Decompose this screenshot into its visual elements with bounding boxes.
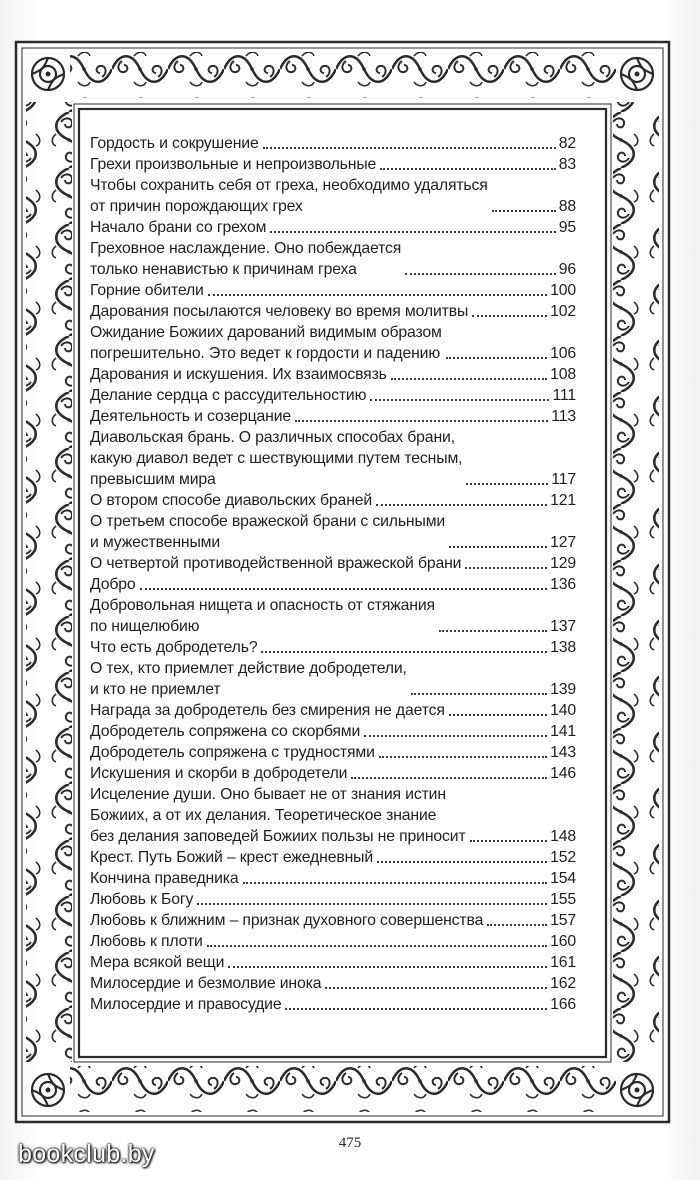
toc-entry-page: 152 — [550, 849, 576, 866]
toc-entry-title — [90, 553, 461, 574]
toc-entry-page: 162 — [550, 975, 576, 992]
toc-entry-title-line: Искушения и скорби в добродетели — [90, 765, 348, 782]
toc-entry-title-line: Греховное наслаждение. Оно побеждается — [90, 240, 402, 257]
toc-entry-title-line: от причин порождающих грех — [90, 198, 303, 215]
toc-entry-title — [90, 910, 483, 931]
toc-entry-title-line: Добро — [90, 576, 136, 593]
toc-entry-title-line: Исцеление души. Оно бывает не от знания истин — [90, 786, 446, 803]
toc-entry-title-line: какую диавол ведет с шествующими путем тесным, — [90, 450, 463, 467]
toc-entry-title-line: по нищелюбию — [90, 618, 200, 635]
toc-entry — [90, 973, 576, 994]
toc-entry-title — [90, 322, 442, 364]
toc-entry — [90, 322, 576, 364]
toc-entry — [90, 175, 576, 217]
toc-leader-dots — [376, 504, 547, 506]
toc-entry-title — [90, 511, 445, 553]
toc-entry-page: 166 — [550, 996, 576, 1013]
toc-entry — [90, 847, 576, 868]
toc-entry — [90, 994, 576, 1015]
toc-entry-title-line: Горние обители — [90, 282, 204, 299]
toc-entry-title-line: Деятельность и созерцание — [90, 408, 292, 425]
toc-entry-title-line: Кончина праведника — [90, 870, 239, 887]
toc-entry — [90, 931, 576, 952]
toc-leader-dots — [370, 399, 549, 401]
toc-entry — [90, 700, 576, 721]
toc-entry-title — [90, 154, 376, 175]
toc-entry — [90, 280, 576, 301]
toc-entry — [90, 238, 576, 280]
toc-entry-title-line: О тех, кто приемлет действие добродетели, — [90, 660, 407, 677]
toc-entry-title-line: Крест. Путь Божий – крест ежедневный — [90, 849, 374, 866]
toc-entry-page: 100 — [550, 282, 576, 299]
toc-entry-title-line: Награда за добродетель без смирения не дается — [90, 702, 445, 719]
toc-leader-dots — [446, 357, 547, 359]
toc-leader-dots — [405, 273, 556, 275]
toc-entry-title-line: и кто не приемлет — [90, 681, 221, 698]
toc-entry-title — [90, 301, 468, 322]
toc-entry-page: 161 — [550, 954, 576, 971]
toc-entry-title — [90, 406, 291, 427]
toc-entry-page: 148 — [550, 828, 576, 845]
toc-leader-dots — [391, 378, 547, 380]
toc-leader-dots — [380, 168, 556, 170]
toc-leader-dots — [270, 231, 555, 233]
toc-entry-page: 143 — [550, 744, 576, 761]
toc-entry-page: 136 — [550, 576, 576, 593]
toc-entry — [90, 784, 576, 847]
toc-entry-page: 139 — [550, 681, 576, 698]
toc-entry-title-line: Грехи произвольные и непроизвольные — [90, 156, 377, 173]
toc-entry — [90, 721, 576, 742]
toc-entry — [90, 763, 576, 784]
toc-entry-title — [90, 994, 281, 1015]
toc-entry-title — [90, 931, 203, 952]
toc-entry-title — [90, 784, 466, 847]
toc-entry-title-line: Гордость и сокрушение — [90, 135, 259, 152]
toc-entry-title — [90, 721, 360, 742]
toc-leader-dots — [208, 294, 547, 296]
toc-entry-title-line: О втором способе диавольских браней — [90, 492, 373, 509]
toc-entry-title — [90, 700, 445, 721]
toc-leader-dots — [411, 693, 547, 695]
toc-entry-title — [90, 238, 401, 280]
toc-entry-page: 111 — [552, 387, 576, 404]
toc-leader-dots — [140, 588, 548, 590]
toc-entry-page: 117 — [551, 471, 576, 488]
toc-leader-dots — [466, 483, 548, 485]
toc-entry-page: 83 — [558, 156, 576, 173]
toc-entry-title-line: Добродетель сопряжена с трудностями — [90, 744, 375, 761]
toc-entry — [90, 595, 576, 637]
toc-entry-title — [90, 175, 488, 217]
toc-entry-title — [90, 742, 375, 763]
toc-entry-title-line: Добровольная нищета и опасность от стяжания — [90, 597, 435, 614]
toc-entry — [90, 574, 576, 595]
toc-entry-title-line: Дарования и искушения. Их взаимосвязь — [90, 366, 387, 383]
toc-entry — [90, 553, 576, 574]
toc-leader-dots — [492, 210, 556, 212]
toc-leader-dots — [261, 651, 547, 653]
toc-entry-title — [90, 847, 373, 868]
toc-entry-title — [90, 427, 462, 490]
toc-entry-title-line: Мера всякой вещи — [90, 954, 225, 971]
toc-entry-title-line: Что есть добродетель? — [90, 639, 258, 656]
toc-entry — [90, 154, 576, 175]
toc-entry-title-line: Чтобы сохранить себя от греха, необходимо удаляться — [90, 177, 488, 194]
toc-entry-page: 102 — [550, 303, 576, 320]
toc-entry-page: 137 — [550, 618, 576, 635]
toc-entry-title-line: Любовь к Богу — [90, 891, 194, 908]
toc-entry-title-line: Любовь к плоти — [90, 933, 203, 950]
toc-entry — [90, 133, 576, 154]
toc-entry-page: 129 — [550, 555, 576, 572]
toc-entry-title-line: Дарования посылаются человеку во время молитвы — [90, 303, 469, 320]
toc-entry — [90, 301, 576, 322]
toc-leader-dots — [449, 714, 547, 716]
toc-leader-dots — [379, 756, 547, 758]
toc-entry-title — [90, 952, 224, 973]
toc-leader-dots — [377, 861, 547, 863]
toc-entry — [90, 868, 576, 889]
toc-leader-dots — [285, 1008, 547, 1010]
toc-leader-dots — [487, 924, 547, 926]
toc-entry-title-line: Начало брани со грехом — [90, 219, 267, 236]
toc-leader-dots — [351, 777, 547, 779]
toc-entry-page: 95 — [558, 219, 576, 236]
watermark-text: bookclub.by — [18, 1140, 155, 1168]
toc-entry-title — [90, 637, 257, 658]
toc-entry-page: 82 — [558, 135, 576, 152]
toc-entry-page: 155 — [550, 891, 576, 908]
toc-entry — [90, 658, 576, 700]
toc-entry-page: 157 — [550, 912, 576, 929]
toc-entry-page: 138 — [550, 639, 576, 656]
toc-entry-title — [90, 763, 347, 784]
toc-entry-page: 88 — [558, 198, 576, 215]
toc-leader-dots — [207, 945, 547, 947]
table-of-contents — [90, 133, 576, 1015]
toc-entry — [90, 406, 576, 427]
toc-entry-page: 141 — [550, 723, 576, 740]
toc-leader-dots — [228, 966, 547, 968]
toc-entry — [90, 889, 576, 910]
toc-entry-title-line: превысшим мира — [90, 471, 216, 488]
toc-entry-title — [90, 385, 366, 406]
toc-leader-dots — [472, 315, 547, 317]
toc-entry-title — [90, 658, 407, 700]
toc-entry-title-line: и мужественными — [90, 534, 221, 551]
toc-entry-page: 113 — [551, 408, 576, 425]
toc-entry-page: 154 — [550, 870, 576, 887]
toc-entry-page: 160 — [550, 933, 576, 950]
toc-leader-dots — [449, 546, 547, 548]
toc-entry — [90, 910, 576, 931]
toc-leader-dots — [465, 567, 547, 569]
toc-entry-title-line: О четвертой противодейственной вражеской брани — [90, 555, 462, 572]
toc-leader-dots — [325, 987, 547, 989]
toc-entry — [90, 385, 576, 406]
toc-entry — [90, 511, 576, 553]
toc-entry-page: 140 — [550, 702, 576, 719]
toc-entry-title — [90, 889, 193, 910]
toc-entry-title-line: погрешительно. Это ведет к гордости и падению — [90, 345, 441, 362]
toc-entry-title — [90, 490, 372, 511]
toc-entry — [90, 637, 576, 658]
toc-entry-page: 106 — [550, 345, 576, 362]
toc-entry-page: 121 — [550, 492, 576, 509]
toc-leader-dots — [364, 735, 547, 737]
toc-entry-title-line: только ненавистью к причинам греха — [90, 261, 357, 278]
toc-entry-page: 108 — [550, 366, 576, 383]
toc-entry-title-line: Добродетель сопряжена со скорбями — [90, 723, 361, 740]
toc-entry-title-line: Диавольская брань. О различных способах брани, — [90, 429, 455, 446]
toc-leader-dots — [295, 420, 548, 422]
toc-leader-dots — [197, 903, 547, 905]
toc-entry-title-line: без делания заповедей Божиих пользы не приносит — [90, 828, 466, 845]
toc-entry-title — [90, 217, 266, 238]
toc-entry-page: 127 — [550, 534, 576, 551]
toc-entry-title-line: Милосердие и безмолвие инока — [90, 975, 322, 992]
toc-entry-title-line: Милосердие и правосудие — [90, 996, 282, 1013]
toc-entry — [90, 217, 576, 238]
toc-entry — [90, 490, 576, 511]
toc-leader-dots — [470, 840, 548, 842]
toc-entry-title-line: О третьем способе вражеской брани с сильными — [90, 513, 446, 530]
toc-entry-title — [90, 973, 321, 994]
toc-entry-title — [90, 280, 204, 301]
toc-entry — [90, 364, 576, 385]
toc-entry-title-line: Делание сердца с рассудительностию — [90, 387, 367, 404]
toc-entry-title — [90, 868, 239, 889]
toc-leader-dots — [243, 882, 548, 884]
toc-leader-dots — [439, 630, 547, 632]
toc-entry-title — [90, 364, 387, 385]
toc-entry-page: 146 — [550, 765, 576, 782]
toc-entry-title-line: Ожидание Божиих дарований видимым образом — [90, 324, 442, 341]
toc-entry-title — [90, 133, 259, 154]
toc-leader-dots — [263, 147, 556, 149]
toc-entry-page: 96 — [558, 261, 576, 278]
toc-entry — [90, 427, 576, 490]
toc-entry-title-line: Божиих, а от их делания. Теоретическое знание — [90, 807, 437, 824]
toc-entry — [90, 742, 576, 763]
toc-entry-title — [90, 595, 435, 637]
toc-entry-title-line: Любовь к ближним – признак духовного совершенства — [90, 912, 484, 929]
toc-entry — [90, 952, 576, 973]
toc-entry-title — [90, 574, 136, 595]
page-number: 475 — [0, 1135, 700, 1152]
